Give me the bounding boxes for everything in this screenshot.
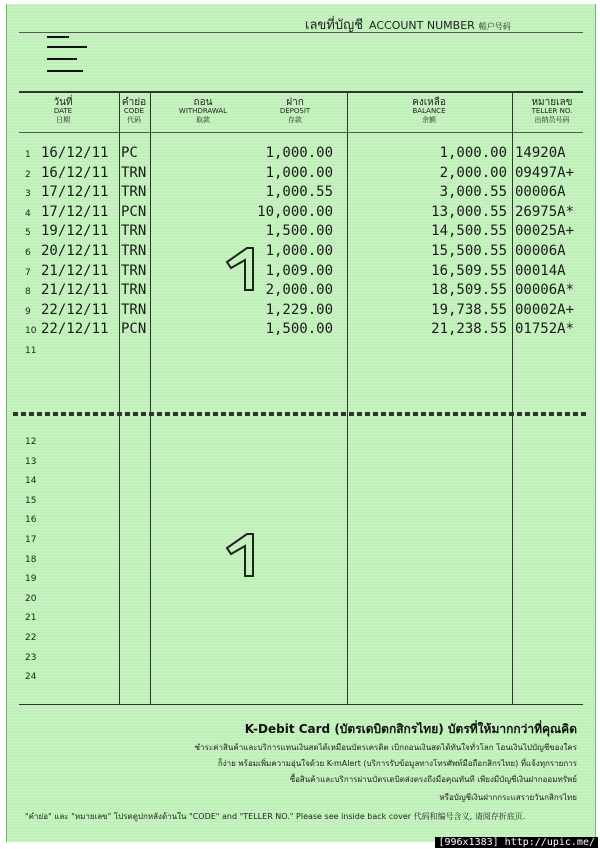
cell-date: 20/12/11 <box>41 243 109 259</box>
col-withdrawal-thai: ถอน <box>193 97 213 108</box>
header-bottom-rule <box>19 132 583 133</box>
cell-date: 17/12/11 <box>41 184 109 201</box>
row-number: 16 <box>25 515 37 526</box>
cell-balance: 1,000.00 <box>439 145 507 161</box>
col-balance-english: BALANCE <box>412 107 446 115</box>
cell-balance: 16,509.55 <box>431 262 507 279</box>
cell-balance: 21,238.55 <box>431 321 507 338</box>
cell-teller: 26975A* <box>515 203 575 220</box>
cell-deposit: 1,000.00 <box>265 243 333 259</box>
row-number: 17 <box>25 535 37 545</box>
cell-balance: 13,000.55 <box>431 203 507 220</box>
cell-date: 17/12/11 <box>41 203 109 220</box>
col-teller-thai: หมายเลข <box>531 97 573 108</box>
row-number: 18 <box>25 554 37 565</box>
promo-line-2: ก็ง่าย พร้อมเพิ่มความอุ่นใจด้วย K-mAlert (บริการรับข้อมูลทางโทรศัพท์มือถือกสิกรไทย) ที่แจ้งทุกรายการ <box>217 759 577 768</box>
cell-date: 21/12/11 <box>41 282 109 299</box>
col-code-english: CODE <box>123 107 145 115</box>
cell-teller: 00006A* <box>515 282 575 299</box>
cell-code: TRN <box>121 282 147 299</box>
divider-date-code <box>119 91 120 704</box>
page-marker-upper <box>223 244 263 294</box>
cell-code: TRN <box>121 301 147 318</box>
cell-balance: 2,000.00 <box>439 164 507 181</box>
col-header-deposit <box>265 98 325 125</box>
row-number: 1 <box>25 150 31 160</box>
col-header-date <box>45 98 81 125</box>
page-marker-lower <box>223 530 263 580</box>
account-number-thai: เลขที่บัญชี <box>305 18 364 33</box>
col-date-thai: วันที่ <box>53 97 73 108</box>
code-teller-footnote: "คำย่อ" และ "หมายเลข" โปรดดูปกหลังด้านใน "CODE" and "TELLER NO." Please see inside back cover 代码和编号含义, 请阅存折底页. <box>25 812 526 821</box>
col-deposit-thai: ฝาก <box>286 97 304 108</box>
cell-teller: 00025A+ <box>515 223 575 240</box>
account-number-chinese: 帳户号码 <box>478 22 511 31</box>
row-number: 4 <box>25 208 31 219</box>
col-date-english: DATE <box>53 107 73 115</box>
cell-deposit: 1,500.00 <box>265 223 333 240</box>
row-number: 20 <box>25 593 37 604</box>
cell-balance: 19,738.55 <box>431 301 507 318</box>
col-header-code <box>119 98 149 125</box>
cell-deposit: 10,000.00 <box>257 203 333 220</box>
cell-deposit: 1,000.00 <box>265 164 333 181</box>
col-header-balance <box>399 98 459 125</box>
cell-deposit: 1,009.00 <box>265 262 333 279</box>
account-number-english: ACCOUNT NUMBER <box>369 19 475 32</box>
cell-date: 22/12/11 <box>41 321 109 338</box>
col-balance-chinese: 余额 <box>422 116 436 124</box>
redaction-stamp <box>47 36 87 80</box>
col-header-teller <box>523 98 581 125</box>
cell-balance: 15,500.55 <box>431 243 507 259</box>
col-withdrawal-chinese: 取款 <box>196 116 210 124</box>
table-top-rule <box>19 91 583 93</box>
cell-deposit: 1,000.55 <box>265 184 333 201</box>
account-number-line <box>19 32 583 33</box>
promo-line-4: หรือบัญชีเงินฝากกระแสรายวันกสิกรไทย <box>439 793 577 802</box>
row-number: 8 <box>25 287 31 298</box>
row-number: 21 <box>25 613 37 624</box>
cell-balance: 18,509.55 <box>431 282 507 299</box>
row-number: 6 <box>25 248 31 258</box>
row-number: 19 <box>25 574 37 585</box>
col-code-chinese: 代码 <box>127 116 141 124</box>
col-deposit-chinese: 存款 <box>288 116 302 124</box>
cell-deposit: 2,000.00 <box>265 282 333 299</box>
cell-deposit: 1,500.00 <box>265 321 333 338</box>
row-number: 24 <box>25 672 37 683</box>
cell-code: TRN <box>121 243 147 259</box>
row-number: 3 <box>25 189 31 200</box>
cell-teller: 00002A+ <box>515 301 575 318</box>
row-number: 13 <box>25 456 37 467</box>
cell-code: TRN <box>121 262 147 279</box>
cell-date: 19/12/11 <box>41 223 109 240</box>
cell-teller: 00014A <box>515 262 566 279</box>
cell-date: 21/12/11 <box>41 262 109 279</box>
cell-code: TRN <box>121 223 147 240</box>
row-number: 2 <box>25 169 31 180</box>
cell-teller: 00006A <box>515 184 566 201</box>
passbook-page <box>6 4 596 842</box>
image-source-watermark: [996x1383] http://upic.me/ <box>435 837 598 848</box>
cell-teller: 00006A <box>515 243 566 259</box>
cell-deposit: 1,000.00 <box>265 145 333 161</box>
cell-teller: 14920A <box>515 145 566 161</box>
row-number: 22 <box>25 633 37 643</box>
cell-teller: 01752A* <box>515 321 575 338</box>
divider-balance-teller <box>512 91 513 704</box>
row-number: 10 <box>25 326 37 337</box>
col-teller-chinese: 出纳员号码 <box>534 116 570 124</box>
cell-balance: 14,500.55 <box>431 223 507 240</box>
cell-date: 16/12/11 <box>41 145 109 161</box>
col-balance-thai: คงเหลือ <box>412 97 446 108</box>
col-withdrawal-english: WITHDRAWAL <box>178 107 228 115</box>
row-number: 7 <box>25 267 31 278</box>
row-number: 11 <box>25 346 37 356</box>
kdebit-title: K-Debit Card (บัตรเดบิตกสิกรไทย) บัตรที่ให้มากกว่าที่คุณคิด <box>244 722 577 736</box>
promo-top-rule <box>19 704 583 705</box>
col-deposit-english: DEPOSIT <box>279 107 311 115</box>
row-number: 23 <box>25 652 37 663</box>
promo-line-1: ชำระค่าสินค้าและบริการแทนเงินสดได้เหมือนบัตรเครดิต เบิกถอนเงินสดได้ทันใจทั่วโลก โอนเงินไปบัญชีของใคร <box>194 743 577 752</box>
row-number: 14 <box>25 476 37 487</box>
cell-code: PCN <box>121 321 147 338</box>
divider-code-withdrawal <box>150 91 151 704</box>
col-date-chinese: 日期 <box>56 116 70 124</box>
cell-date: 22/12/11 <box>41 301 109 318</box>
cell-code: TRN <box>121 184 147 201</box>
cell-balance: 3,000.55 <box>439 184 507 201</box>
col-teller-english: TELLER NO. <box>531 107 573 115</box>
row-number: 15 <box>25 495 37 506</box>
cell-date: 16/12/11 <box>41 164 109 181</box>
promo-line-3: ซื้อสินค้าและบริการผ่านบัตรเดบิตส่งตรงถึงมือคุณทันที เพียงมีบัญชีเงินฝากออมทรัพย์ <box>289 775 577 784</box>
col-header-withdrawal <box>167 98 239 125</box>
fold-perforation <box>13 412 589 416</box>
cell-code: TRN <box>121 164 147 181</box>
cell-code: PC <box>121 145 138 161</box>
cell-code: PCN <box>121 203 147 220</box>
col-code-thai: คำย่อ <box>121 97 147 108</box>
cell-deposit: 1,229.00 <box>265 301 333 318</box>
row-number: 5 <box>25 228 31 239</box>
cell-teller: 09497A+ <box>515 164 575 181</box>
divider-deposit-balance <box>347 91 348 704</box>
row-number: 9 <box>25 306 31 317</box>
row-number: 12 <box>25 437 37 447</box>
